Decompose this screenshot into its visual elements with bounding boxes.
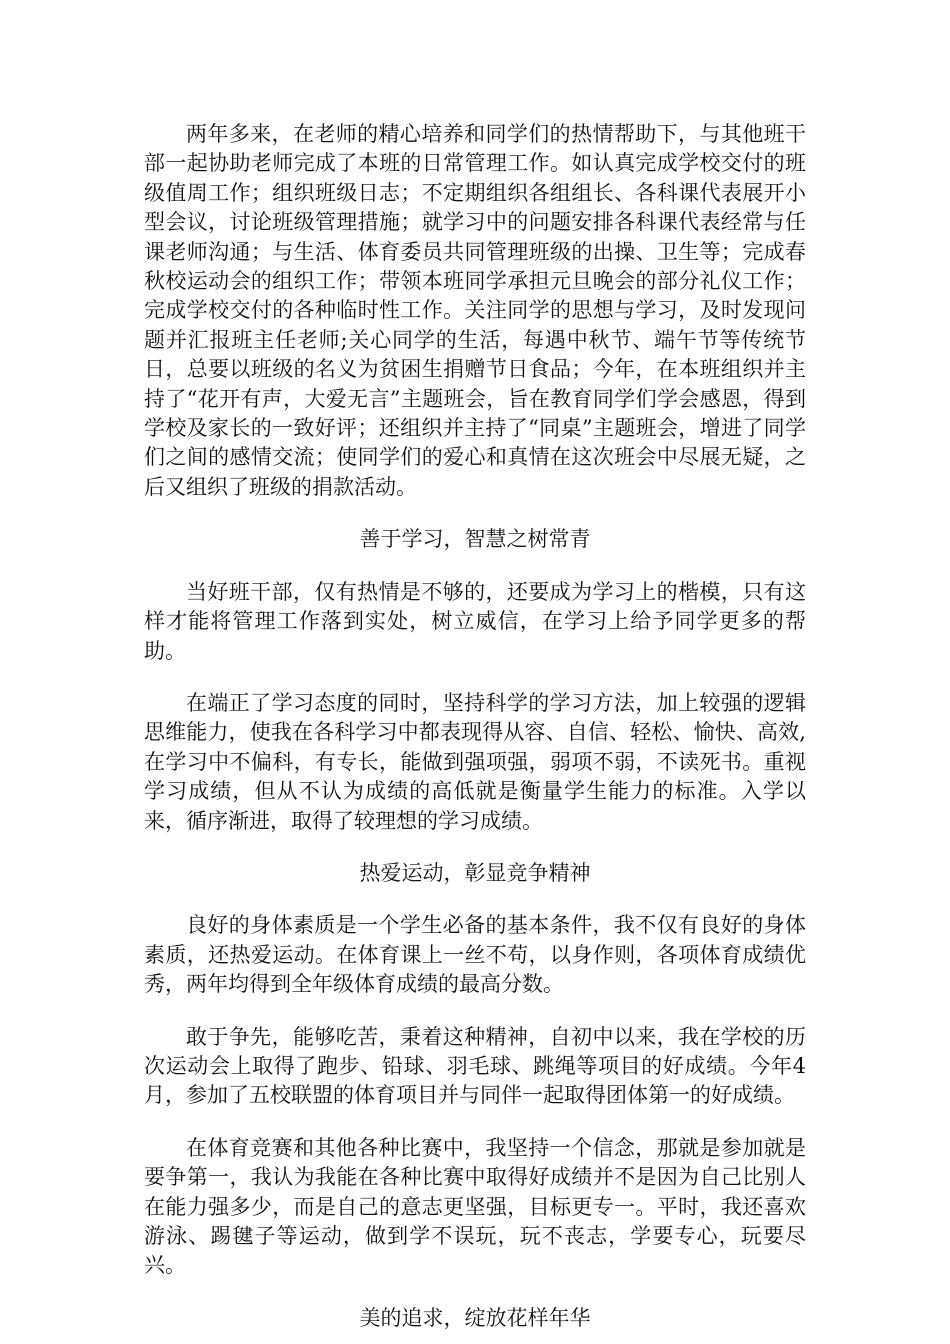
section-heading-beauty: 美的追求，绽放花样年华 [359,1305,591,1330]
section-heading-sports: 热爱运动，彰显竞争精神 [359,860,591,885]
paragraph-competition-belief: 在体育竞赛和其他各种比赛中，我坚持一个信念，那就是参加就是要争第一，我认为我能在各种比赛中取得好成绩并不是因为自己比别人在能力强多少，而是自己的意志更坚强，目标更专一。平时，我还喜欢游泳、踢毽子等运动，做到学不误玩，玩不丧志，学要专心，玩要尽兴。 [144,1135,806,1278]
paragraph-physical-fitness: 良好的身体素质是一个学生必备的基本条件，我不仅有良好的身体素质，还热爱运动。在体育课上一丝不苟，以身作则，各项体育成绩优秀，两年均得到全年级体育成绩的最高分数。 [144,913,806,997]
paragraph-class-management: 两年多来，在老师的精心培养和同学们的热情帮助下，与其他班干部一起协助老师完成了本班的日常管理工作。如认真完成学校交付的班级值周工作；组织班级日志；不定期组织各组组长、各科课代表展开小型会议，讨论班级管理措施；就学习中的问题安排各科课代表经常与任课老师沟通；与生活、体育委员共同管理班级的出操、卫生等；完成春秋校运动会的组织工作；带领本班同学承担元旦晚会的部分礼仪工作；完成学校交付的各种临时性工作。关注同学的思想与学习，及时发现问题并汇报班主任老师;关心同学的生活，每遇中秋节、端午节等传统节日，总要以班级的名义为贫困生捐赠节日食品；今年，在本班组织并主持了“花开有声，大爱无言”主题班会，旨在教育同学们学会感恩，得到学校及家长的一致好评；还组织并主持了“同桌”主题班会，增进了同学们之间的感情交流；使同学们的爱心和真情在这次班会中尽展无疑，之后又组织了班级的捐款活动。 [144,122,806,499]
document-body [144,120,806,1344]
section-heading-study: 善于学习，智慧之树常青 [359,527,591,552]
paragraph-sports-achievements: 敢于争先，能够吃苦，秉着这种精神，自初中以来，我在学校的历次运动会上取得了跑步、铅球、羽毛球、跳绳等项目的好成绩。今年4月，参加了五校联盟的体育项目并与同伴一起取得团体第一的好成绩。 [144,1024,806,1108]
paragraph-study-role-model: 当好班干部，仅有热情是不够的，还要成为学习上的楷模，只有这样才能将管理工作落到实处，树立威信，在学习上给予同学更多的帮助。 [144,579,806,663]
paragraph-study-method: 在端正了学习态度的同时，坚持科学的学习方法，加上较强的逻辑思维能力，使我在各科学习中都表现得从容、自信、轻松、愉快、高效,在学习中不偏科，有专长，能做到强项强，弱项不弱，不读死书。重视学习成绩，但从不认为成绩的高低就是衡量学生能力的标准。入学以来，循序渐进，取得了较理想的学习成绩。 [144,690,806,833]
